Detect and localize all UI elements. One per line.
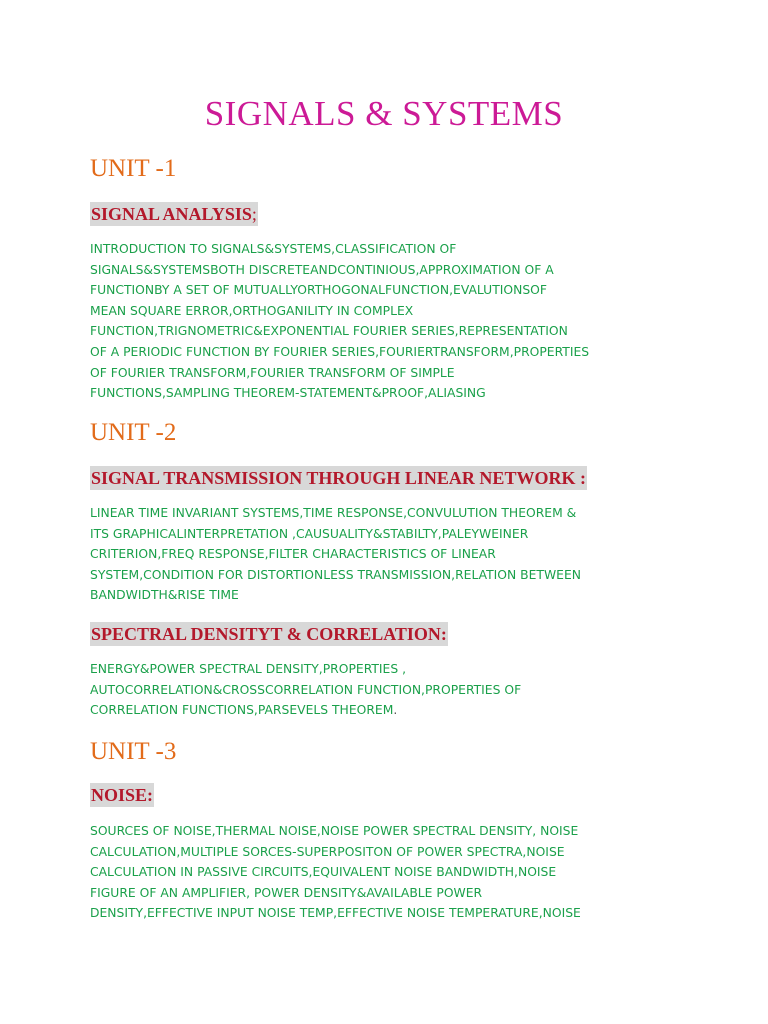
heading-text: SIGNAL ANALYSIS xyxy=(91,204,252,224)
paragraph-line: SYSTEM,CONDITION FOR DISTORTIONLESS TRANSMISSION,RELATION BETWEEN xyxy=(90,566,581,582)
paragraph-signal-transmission xyxy=(90,503,690,606)
paragraph-line: ENERGY&POWER SPECTRAL DENSITY,PROPERTIES , xyxy=(90,661,407,676)
unit-1-label: UNIT -1 xyxy=(90,155,177,182)
paragraph-line: AUTOCORRELATION&CROSSCORRELATION FUNCTION,PROPERTIES OF xyxy=(90,681,522,697)
paragraph-line: CALCULATION IN PASSIVE CIRCUITS,EQUIVALENT NOISE BANDWIDTH,NOISE xyxy=(90,864,557,880)
paragraph-line: OF FOURIER TRANSFORM,FOURIER TRANSFORM OF SIMPLE xyxy=(90,364,455,380)
paragraph-line: DENSITY,EFFECTIVE INPUT NOISE TEMP,EFFECTIVE NOISE TEMPERATURE,NOISE xyxy=(90,905,581,921)
heading-signal-analysis xyxy=(90,202,258,226)
paragraph-line: MEAN SQUARE ERROR,ORTHOGANILITY IN COMPLEX xyxy=(90,302,414,318)
paragraph-line: FIGURE OF AN AMPLIFIER, POWER DENSITY&AVAILABLE POWER xyxy=(90,884,483,900)
paragraph-line: FUNCTIONBY A SET OF MUTUALLYORTHOGONALFUNCTION,EVALUTIONSOF xyxy=(90,282,547,298)
paragraph-line: FUNCTIONS,SAMPLING THEOREM-STATEMENT&PROOF,ALIASING xyxy=(90,385,486,401)
heading-spectral-density: SPECTRAL DENSITYT & CORRELATION: xyxy=(91,624,447,644)
paragraph-line: SIGNALS&SYSTEMSBOTH DISCRETEANDCONTINIOUS,APPROXIMATION OF A xyxy=(90,261,554,277)
paragraph-line: CRITERION,FREQ RESPONSE,FILTER CHARACTERISTICS OF LINEAR xyxy=(90,546,496,562)
paragraph-line: OF A PERIODIC FUNCTION BY FOURIER SERIES,FOURIERTRANSFORM,PROPERTIES xyxy=(90,343,590,359)
paragraph-spectral-density xyxy=(90,659,690,721)
paragraph-line: INTRODUCTION TO SIGNALS&SYSTEMS,CLASSIFICATION OF xyxy=(90,241,457,256)
paragraph-signal-analysis xyxy=(90,239,690,404)
paragraph-line xyxy=(90,700,678,721)
paragraph-line-text: CORRELATION FUNCTIONS,PARSEVELS THEOREM xyxy=(90,702,394,718)
heading-suffix: ; xyxy=(251,204,257,224)
paragraph-line-tail: . xyxy=(393,702,398,718)
heading-signal-transmission: SIGNAL TRANSMISSION THROUGH LINEAR NETWORK : xyxy=(91,468,586,488)
unit-3-label: UNIT -3 xyxy=(90,738,177,765)
page-title: SIGNALS & SYSTEMS xyxy=(204,94,564,133)
paragraph-line: FUNCTION,TRIGNOMETRIC&EXPONENTIAL FOURIER SERIES,REPRESENTATION xyxy=(90,323,568,339)
heading-noise: NOISE: xyxy=(91,785,154,805)
paragraph-noise xyxy=(90,821,690,924)
paragraph-line: BANDWIDTH&RISE TIME xyxy=(90,587,239,603)
paragraph-line: SOURCES OF NOISE,THERMAL NOISE,NOISE POWER SPECTRAL DENSITY, NOISE xyxy=(90,823,579,838)
paragraph-line: CALCULATION,MULTIPLE SORCES-SUPERPOSITON OF POWER SPECTRA,NOISE xyxy=(90,843,565,859)
paragraph-line: ITS GRAPHICALINTERPRETATION ,CAUSUALITY&STABILTY,PALEYWEINER xyxy=(90,525,529,541)
unit-2-label: UNIT -2 xyxy=(90,419,177,446)
paragraph-line: LINEAR TIME INVARIANT SYSTEMS,TIME RESPONSE,CONVULUTION THEOREM & xyxy=(90,505,577,520)
